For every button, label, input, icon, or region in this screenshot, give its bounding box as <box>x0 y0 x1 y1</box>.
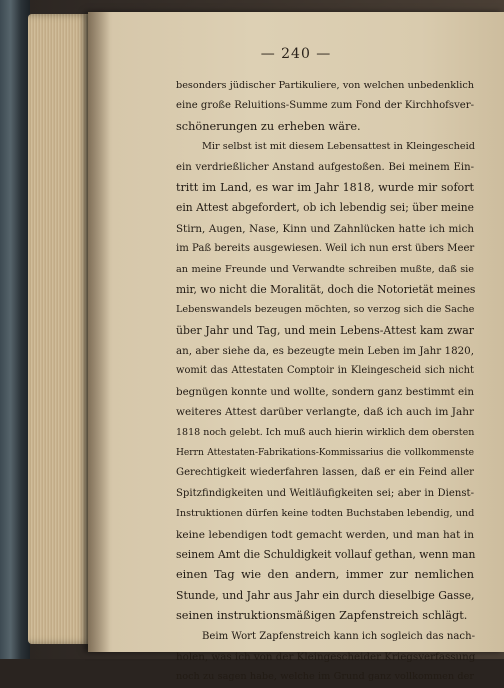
text-line: seinen instruktionsmäßigen Zapfenstreich schlägt. <box>176 609 468 623</box>
text-line: begnügen konnte und wollte, sondern ganz bestimmt ein <box>176 385 474 398</box>
text-line: Lebenswandels bezeugen möchten, so verzog sich die Sache <box>176 304 475 316</box>
text-line: an meine Freunde und Verwandte schreiben mußte, daß sie <box>176 263 474 275</box>
text-line: mir, wo nicht die Moralität, doch die Notorietät meines <box>176 282 476 296</box>
text-line: Mir selbst ist mit diesem Lebensattest in Kleingescheid <box>202 141 475 153</box>
text-line: Instruktionen dürfen keine todten Buchstaben lebendig, und <box>176 508 475 520</box>
body-text <box>176 76 474 688</box>
text-line: über Jahr und Tag, und mein Lebens-Attest kam zwar <box>176 323 474 337</box>
text-line: weiteres Attest darüber verlangte, daß ich auch im Jahr <box>176 406 474 419</box>
text-line: holen, was ich von der Kleingescheider Kriegsverfassung <box>176 650 476 663</box>
text-line: ein Attest abgefordert, ob ich lebendig sei; über meine <box>176 201 474 215</box>
text-line: seinem Amt die Schuldigkeit vollauf gethan, wenn man <box>176 547 476 561</box>
text-line: 1818 noch gelebt. Ich muß auch hierin wirklich dem obersten <box>176 426 475 438</box>
text-line: im Paß bereits ausgewiesen. Weil ich nun erst übers Meer <box>176 243 475 255</box>
text-line: keine lebendigen todt gemacht werden, und man hat in <box>176 528 474 541</box>
text-line: ein verdrießlicher Anstand aufgestoßen. Bei meinem Ein- <box>176 161 474 173</box>
page-stack <box>28 14 92 644</box>
text-line: Spitzfindigkeiten und Weitläufigkeiten sei; aber in Dienst- <box>176 487 474 499</box>
text-line: womit das Attestaten Comptoir in Kleingescheid sich nicht <box>176 365 474 377</box>
text-line: Gerechtigkeit wiederfahren lassen, daß er ein Feind aller <box>176 467 474 479</box>
text-line: an, aber siehe da, es bezeugte mein Leben im Jahr 1820, <box>176 345 474 358</box>
text-line: noch zu sagen habe, welche im Grund ganz vollkommen der <box>176 671 474 683</box>
gutter-shadow <box>88 12 110 652</box>
text-line: schönerungen zu erheben wäre. <box>176 119 361 133</box>
text-line: besonders jüdischer Partikuliere, von welchen unbedenklich <box>176 80 474 91</box>
text-line: Stirn, Augen, Nase, Kinn und Zahnlücken hatte ich mich <box>176 222 474 235</box>
text-line: eine große Reluitions-Summe zum Fond der Kirchhofsver- <box>176 100 474 112</box>
text-line: Stunde, und Jahr aus Jahr ein durch dieselbige Gasse, <box>176 588 475 602</box>
book-cover-edge <box>0 0 30 659</box>
text-line: tritt im Land, es war im Jahr 1818, wurde mir sofort <box>176 180 474 194</box>
text-line: Herrn Attestaten-Fabrikations-Kommissarius die vollkommenste <box>176 448 474 459</box>
page-number: — 240 — <box>260 46 332 62</box>
text-line: Beim Wort Zapfenstreich kann ich sogleich das nach- <box>202 630 475 642</box>
text-line: einen Tag wie den andern, immer zur nemlichen <box>176 568 474 582</box>
